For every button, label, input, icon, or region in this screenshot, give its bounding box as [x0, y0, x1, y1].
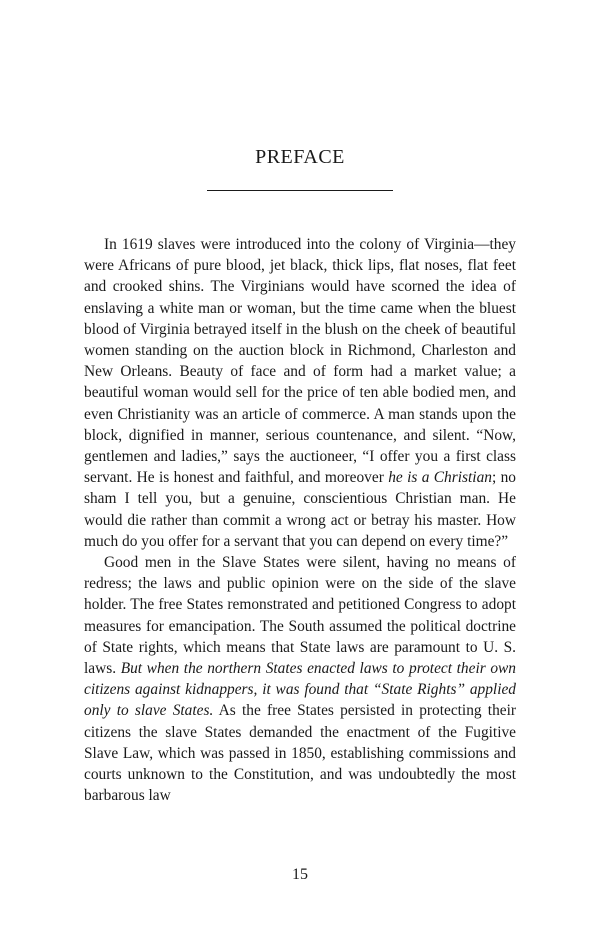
paragraph-1-run-1: In 1619 slaves were introduced into the colony of Virginia—they were Africans of pure blood, jet black, thick lips, flat noses, flat feet and crooked shins. The Virginians would have scorned the idea of enslaving a white man or woman, but the time came when the bluest blood of Virginia betrayed itself in the blush on the cheek of beautiful women standing on the auction block in Richmond, Charleston and New Orleans. Beauty of face and of form had a market value; a beautiful woman would sell for the price of ten able bodied men, and even Christianity was an article of commerce. A man stands upon the block, dignified in manner, serious countenance, and silent. “Now, gentlemen and ladies,” says the auctioneer, “I offer you a first class servant. He is honest and faithful, and moreover: [84, 236, 516, 487]
title-underline-rule: [207, 190, 393, 191]
paragraph-1: [84, 234, 516, 552]
body-text: [84, 234, 516, 806]
paragraph-2-run-1: Good men in the Slave States were silent, having no means of redress; the laws and public opinion were on the side of the slave holder. The free States remonstrated and petitioned Congress to adopt measures for emancipation. The South assumed the political doctrine of State rights, which means that State laws are paramount to U. S. laws.: [84, 554, 516, 678]
paragraph-1-italic-run: he is a Christian: [388, 469, 492, 487]
paragraph-2-run-3: As the free States persisted in protecting their citizens the slave States demanded the enactment of the Fugitive Slave Law, which was passed in 1850, establishing commissions and courts unknown to the Constitution, and was undoubtedly the most barbarous law: [84, 702, 516, 805]
chapter-title: PREFACE: [255, 146, 345, 168]
page-number: 15: [292, 866, 308, 883]
paragraph-2: [84, 552, 516, 806]
paragraph-2-italic-run: But when the northern States enacted laws to protect their own citizens against kidnappers, it was found that “State Rights” applied only to slave States.: [84, 660, 516, 720]
paragraph-1-run-3: ; no sham I tell you, but a genuine, conscientious Christian man. He would die rather than commit a wrong act or betray his master. How much do you offer for a servant that you can depend on every time?”: [84, 469, 517, 550]
